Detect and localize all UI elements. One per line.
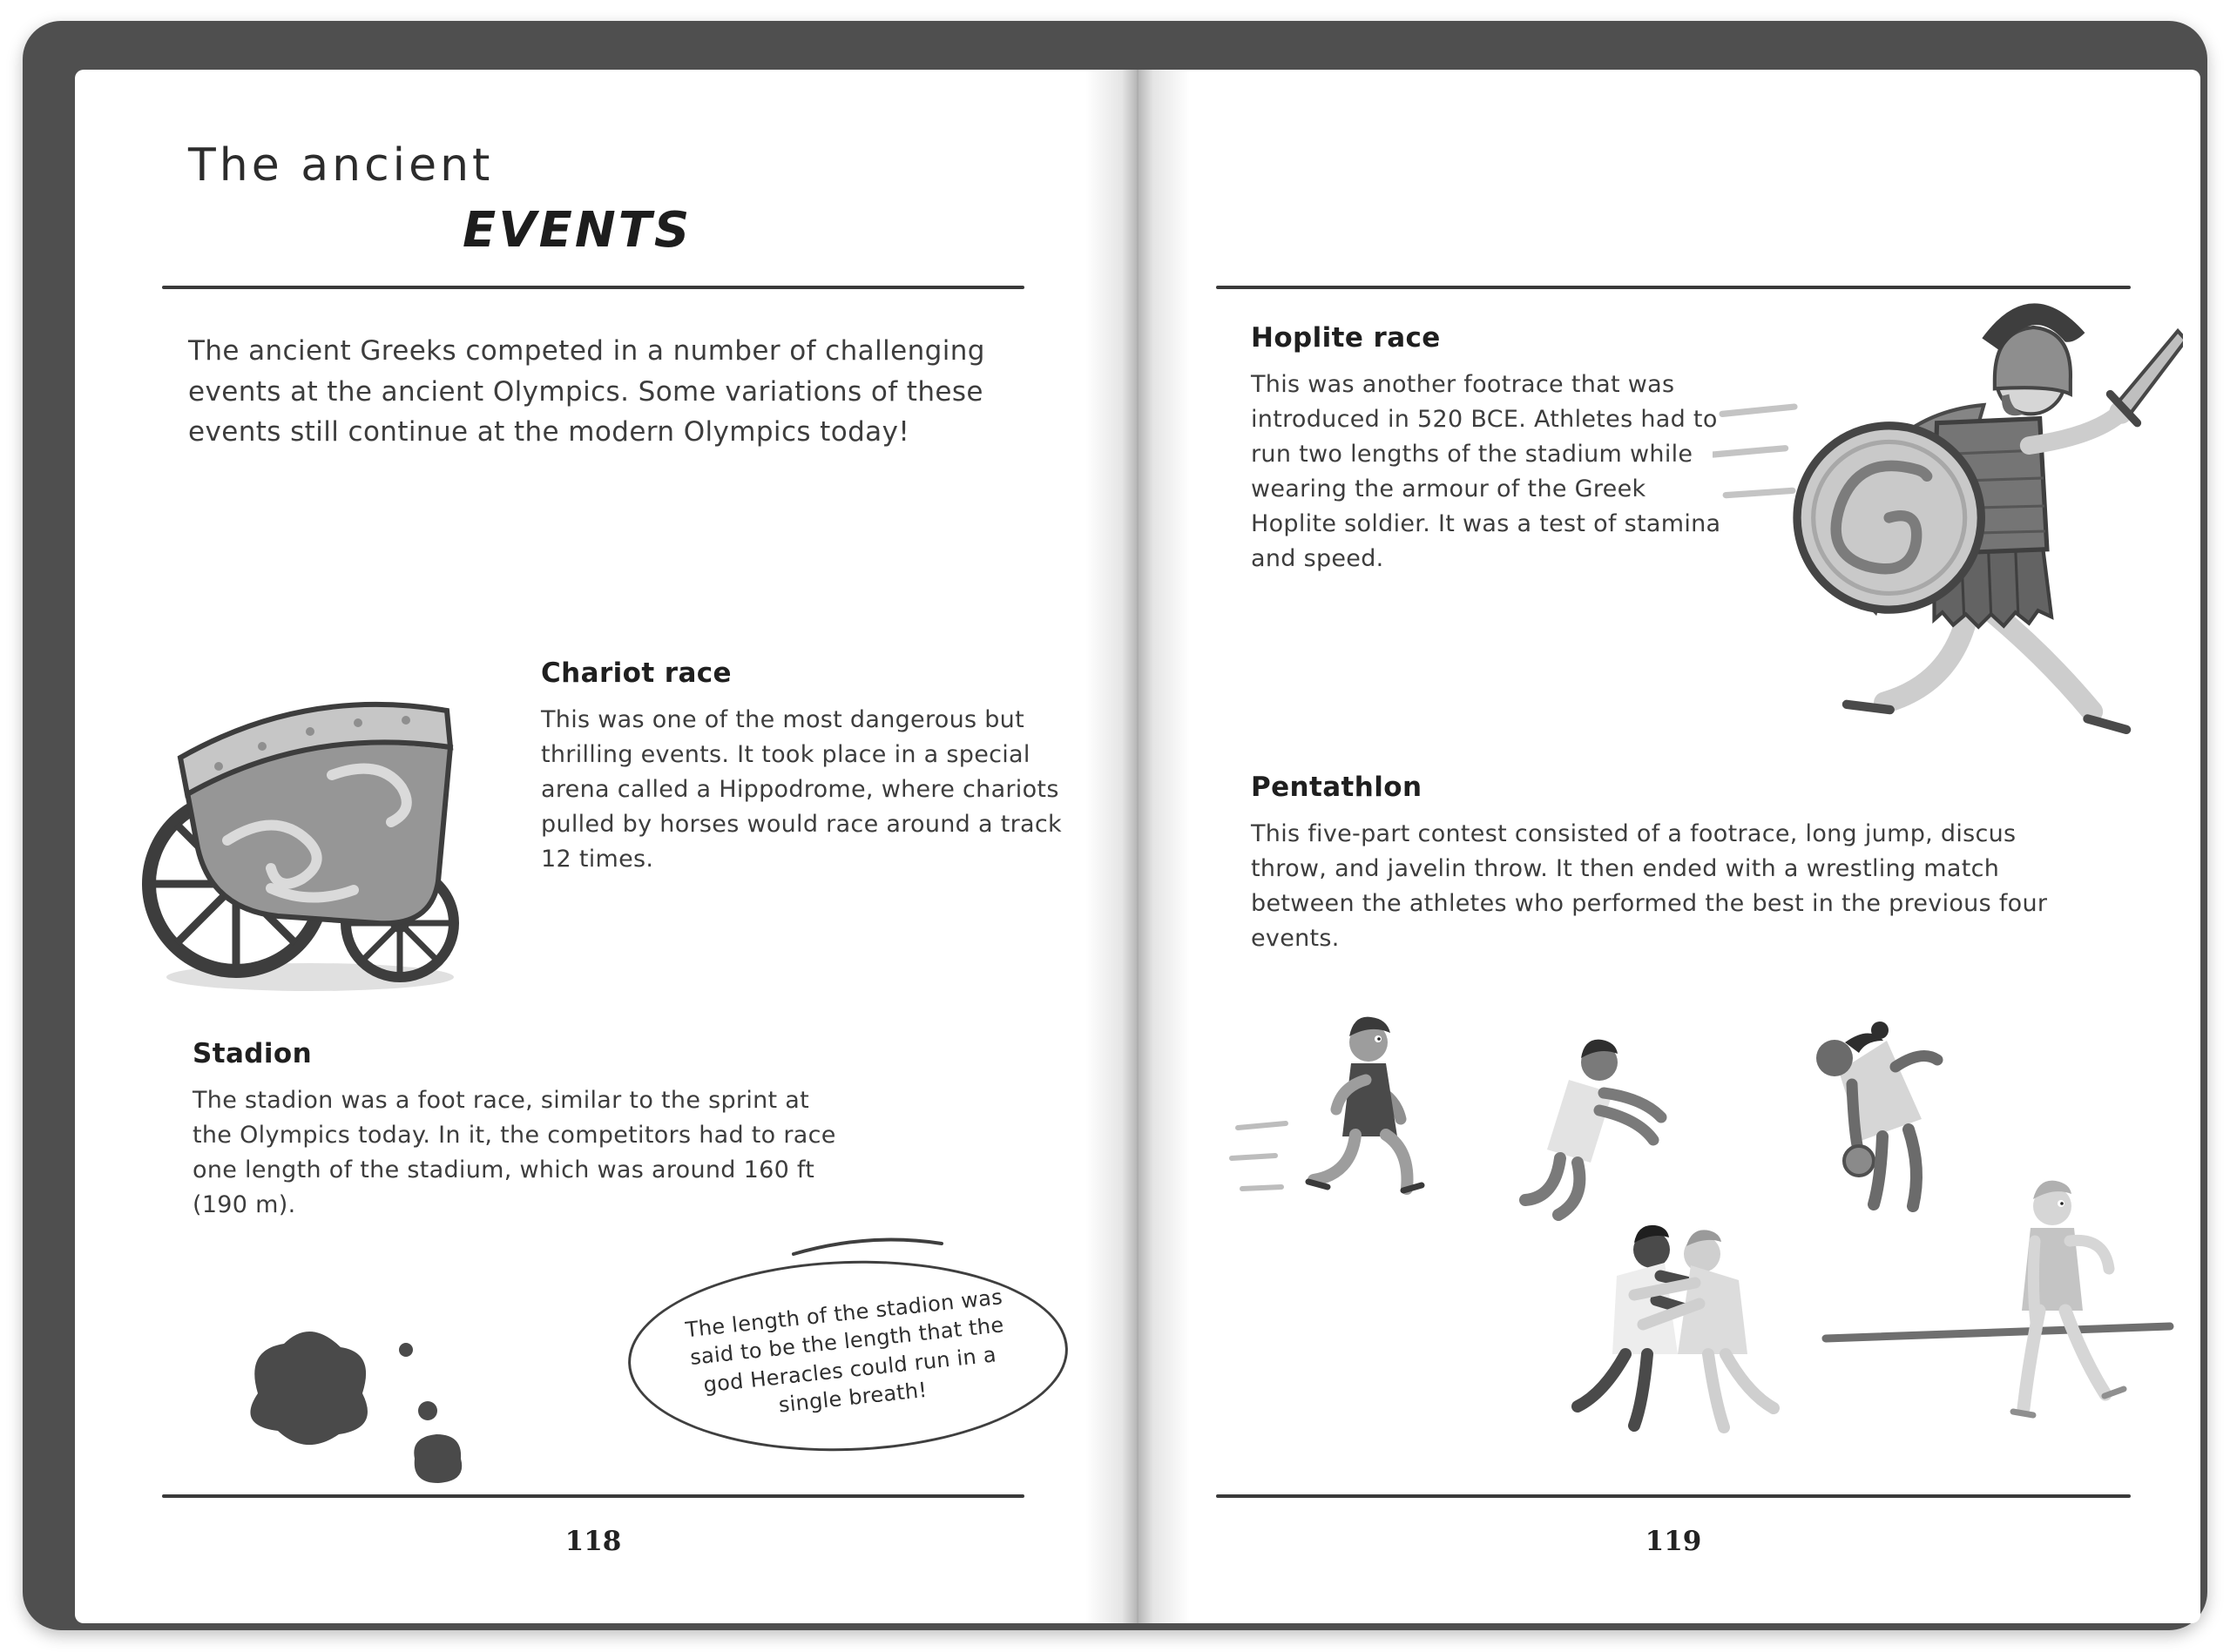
stadion-body: The stadion was a foot race, similar to the sprint at the Olympics today. In it, the competitors had to race one length of the stadium, which was around 160 ft (190 m).	[193, 1087, 836, 1218]
book-pages	[75, 70, 2200, 1623]
right-page-number: 119	[1645, 1526, 1702, 1557]
intro-paragraph: The ancient Greeks competed in a number of challenging events at the ancient Olympics. Some variations of these events still continue at the modern Olympics today!	[188, 335, 985, 448]
discus-thrower-figure	[1816, 1022, 1937, 1206]
hoplite-soldier-illustration	[1713, 279, 2183, 784]
runner-figure	[1232, 1017, 1422, 1190]
javelin-thrower-figure	[1826, 1181, 2170, 1415]
long-jumper-figure	[1525, 1040, 1661, 1215]
wrestlers-figures	[1578, 1225, 1774, 1427]
chariot-race-heading: Chariot race	[541, 657, 732, 689]
pentathlon-heading: Pentathlon	[1251, 772, 1422, 803]
page-title-line2: EVENTS	[463, 202, 693, 259]
hoplite-head	[1982, 303, 2085, 415]
pentathlon-body: This five-part contest consisted of a footrace, long jump, discus throw, and javelin throw. It then ended with a wrestling match between the athletes who performed the best in the previous four events.	[1251, 820, 2048, 952]
left-page-number: 118	[564, 1526, 622, 1557]
speed-lines	[1713, 407, 1794, 496]
ink-blots	[210, 1311, 480, 1520]
book-cover	[23, 21, 2207, 1630]
hoplite-sword	[2110, 331, 2183, 423]
chariot-illustration	[123, 636, 497, 1001]
speech-bubble-flourish	[789, 1228, 946, 1263]
right-page-bottom-rule	[1216, 1494, 2131, 1498]
hoplite-race-heading: Hoplite race	[1251, 322, 1441, 354]
stadion-heading: Stadion	[193, 1038, 313, 1069]
hoplite-race-body: This was another footrace that was introduced in 520 BCE. Athletes had to run two lengths of the stadium while wearing the armour of the Greek Hoplite soldier. It was a test of stamina and speed.	[1251, 371, 1721, 572]
page-title-line1: The ancient	[188, 139, 494, 192]
left-page-top-rule	[162, 286, 1024, 289]
left-page	[75, 70, 1138, 1623]
speech-bubble	[625, 1253, 1071, 1458]
hoplite-shield	[1797, 426, 1981, 610]
chariot-race-body: This was one of the most dangerous but thrilling events. It took place in a special arena called a Hippodrome, where chariots pulled by horses would race around a track 12 times.	[541, 706, 1062, 873]
pentathlon-athletes-illustration	[1225, 988, 2183, 1494]
speech-bubble-text: The length of the stadion was said to be the length that the god Heracles could run in a single breath!	[684, 1285, 1005, 1418]
left-page-bottom-rule	[162, 1494, 1024, 1498]
right-page	[1138, 70, 2200, 1623]
